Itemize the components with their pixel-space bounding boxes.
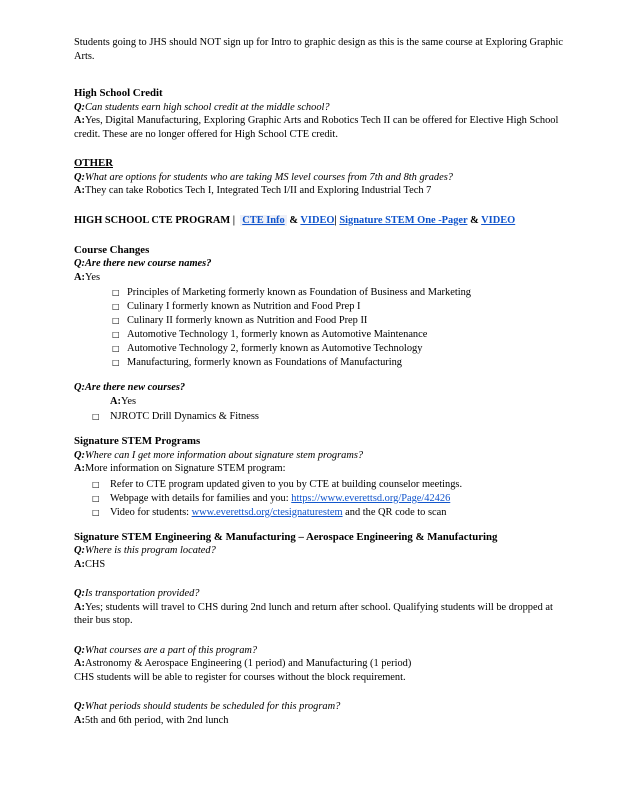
periods-question: What periods should students be scheduled for this program? bbox=[84, 701, 341, 712]
question-label: Q: bbox=[74, 644, 85, 656]
course-changes-heading: Course Changes bbox=[74, 243, 150, 256]
signature-info-list bbox=[74, 478, 574, 520]
list-item: □ Refer to CTE program updated given to you by CTE at building counselor meetings. bbox=[92, 478, 463, 490]
list-item: □ Webpage with details for families and you: https://www.everettsd.org/Page/42426 bbox=[92, 492, 451, 504]
course-changes-question: Are there new course names? bbox=[84, 258, 212, 269]
bullet-icon: □ bbox=[112, 316, 120, 325]
intro-paragraph: Students going to JHS should NOT sign up for Intro to graphic design as this is the same course at Exploring Graphic Arts. bbox=[74, 37, 563, 62]
cte-amp-2: & bbox=[470, 214, 479, 226]
location-answer: CHS bbox=[84, 558, 106, 570]
signature-heading: Signature STEM Programs bbox=[74, 435, 201, 447]
answer-label: A: bbox=[74, 115, 85, 126]
bullet-icon: □ bbox=[112, 344, 120, 353]
answer-label: A: bbox=[74, 463, 85, 474]
hs-credit-heading: High School Credit bbox=[74, 87, 163, 99]
signature-answer: More information on Signature STEM program: bbox=[84, 463, 286, 474]
answer-label: A: bbox=[74, 558, 85, 570]
new-courses-answer: Yes bbox=[120, 395, 137, 407]
course-changes-answer: Yes bbox=[84, 271, 101, 283]
bullet-icon: □ bbox=[92, 479, 100, 489]
bullet-icon: □ bbox=[112, 358, 120, 367]
cte-program-label: HIGH SCHOOL CTE PROGRAM | bbox=[74, 214, 236, 226]
list-item: □ Culinary II formerly known as Nutrition and Food Prep II bbox=[112, 315, 368, 326]
bullet-icon: □ bbox=[92, 412, 100, 421]
transportation-answer: Yes; students will travel to CHS during 2nd lunch and return after school. Qualifying students will be dropped at their bus stop. bbox=[74, 601, 553, 626]
cte-link-highlight bbox=[240, 215, 286, 226]
list-item: □ Automotive Technology 2, formerly known as Automotive Technology bbox=[112, 343, 423, 354]
question-label: Q: bbox=[74, 101, 85, 113]
list-item: □ Principles of Marketing formerly known as Foundation of Business and Marketing bbox=[112, 287, 471, 298]
transportation-question: Is transportation provided? bbox=[84, 588, 200, 599]
list-item: □ Automotive Technology 1, formerly known as Automotive Maintenance bbox=[112, 329, 428, 340]
bullet-icon: □ bbox=[112, 330, 120, 339]
bullet-icon: □ bbox=[112, 288, 120, 297]
courses-extra-note: CHS students will be able to register for courses without the block requirement. bbox=[74, 671, 406, 683]
course-name-list bbox=[74, 286, 574, 370]
cte-amp-1: & bbox=[289, 214, 298, 226]
hs-credit-answer: Yes, Digital Manufacturing, Exploring Graphic Arts and Robotics Tech II can be offered for Elective High School credit. These are no longer offered for High School CTE credit. bbox=[74, 115, 559, 140]
location-question: Where is this program located? bbox=[84, 545, 216, 556]
list-item: □ Manufacturing, formerly known as Foundations of Manufacturing bbox=[112, 357, 403, 368]
question-label: Q: bbox=[74, 171, 85, 183]
question-label: Q: bbox=[74, 588, 85, 599]
list-item: □ Video for students: www.everettsd.org/ctesignaturestem and the QR code to scan bbox=[92, 506, 447, 518]
engineering-heading: Signature STEM Engineering & Manufacturing – Aerospace Engineering & Manufacturing bbox=[74, 530, 498, 543]
document-page bbox=[74, 36, 574, 727]
signature-question: Where can I get more information about signature stem programs? bbox=[84, 449, 364, 461]
cte-info-link[interactable]: CTE Info bbox=[242, 214, 285, 226]
list-item: □ Culinary I formerly known as Nutrition and Food Prep I bbox=[112, 301, 361, 312]
answer-label: A: bbox=[74, 714, 85, 726]
bullet-icon: □ bbox=[112, 302, 120, 311]
other-answer: They can take Robotics Tech I, Integrated Tech I/II and Exploring Industrial Tech 7 bbox=[84, 185, 432, 196]
answer-label: A: bbox=[110, 395, 121, 407]
question-label: Q: bbox=[74, 449, 85, 461]
answer-label: A: bbox=[74, 601, 85, 613]
courses-question: What courses are a part of this program? bbox=[84, 644, 258, 656]
cte-video-link[interactable]: VIDEO bbox=[300, 214, 335, 226]
bullet-icon: □ bbox=[92, 507, 100, 517]
answer-label: A: bbox=[74, 185, 85, 196]
question-label: Q: bbox=[74, 258, 85, 269]
cte-separator: | bbox=[334, 214, 337, 226]
new-courses-list bbox=[74, 410, 574, 424]
bullet-icon: □ bbox=[92, 493, 100, 503]
courses-answer: Astronomy & Aerospace Engineering (1 period) and Manufacturing (1 period) bbox=[84, 658, 412, 669]
answer-label: A: bbox=[74, 271, 85, 283]
signature-video-url-link[interactable]: www.everettsd.org/ctesignaturestem bbox=[191, 506, 343, 518]
signature-webpage-link[interactable]: https://www.everettsd.org/Page/42426 bbox=[291, 492, 451, 504]
question-label: Q: bbox=[74, 545, 85, 556]
signature-stem-one-pager-link[interactable]: Signature STEM One -Pager bbox=[339, 214, 468, 226]
hs-credit-question: Can students earn high school credit at the middle school? bbox=[84, 101, 330, 113]
question-label: Q: bbox=[74, 382, 85, 393]
periods-answer: 5th and 6th period, with 2nd lunch bbox=[84, 714, 229, 726]
list-item: □ NJROTC Drill Dynamics & Fitness bbox=[92, 411, 259, 422]
question-label: Q: bbox=[74, 701, 85, 712]
other-heading: OTHER bbox=[74, 157, 113, 169]
cte-program-row bbox=[74, 214, 574, 228]
answer-label: A: bbox=[74, 658, 85, 669]
signature-video-link[interactable]: VIDEO bbox=[481, 214, 516, 226]
new-courses-question: Are there new courses? bbox=[84, 382, 186, 393]
other-question: What are options for students who are taking MS level courses from 7th and 8th grades? bbox=[84, 171, 453, 183]
